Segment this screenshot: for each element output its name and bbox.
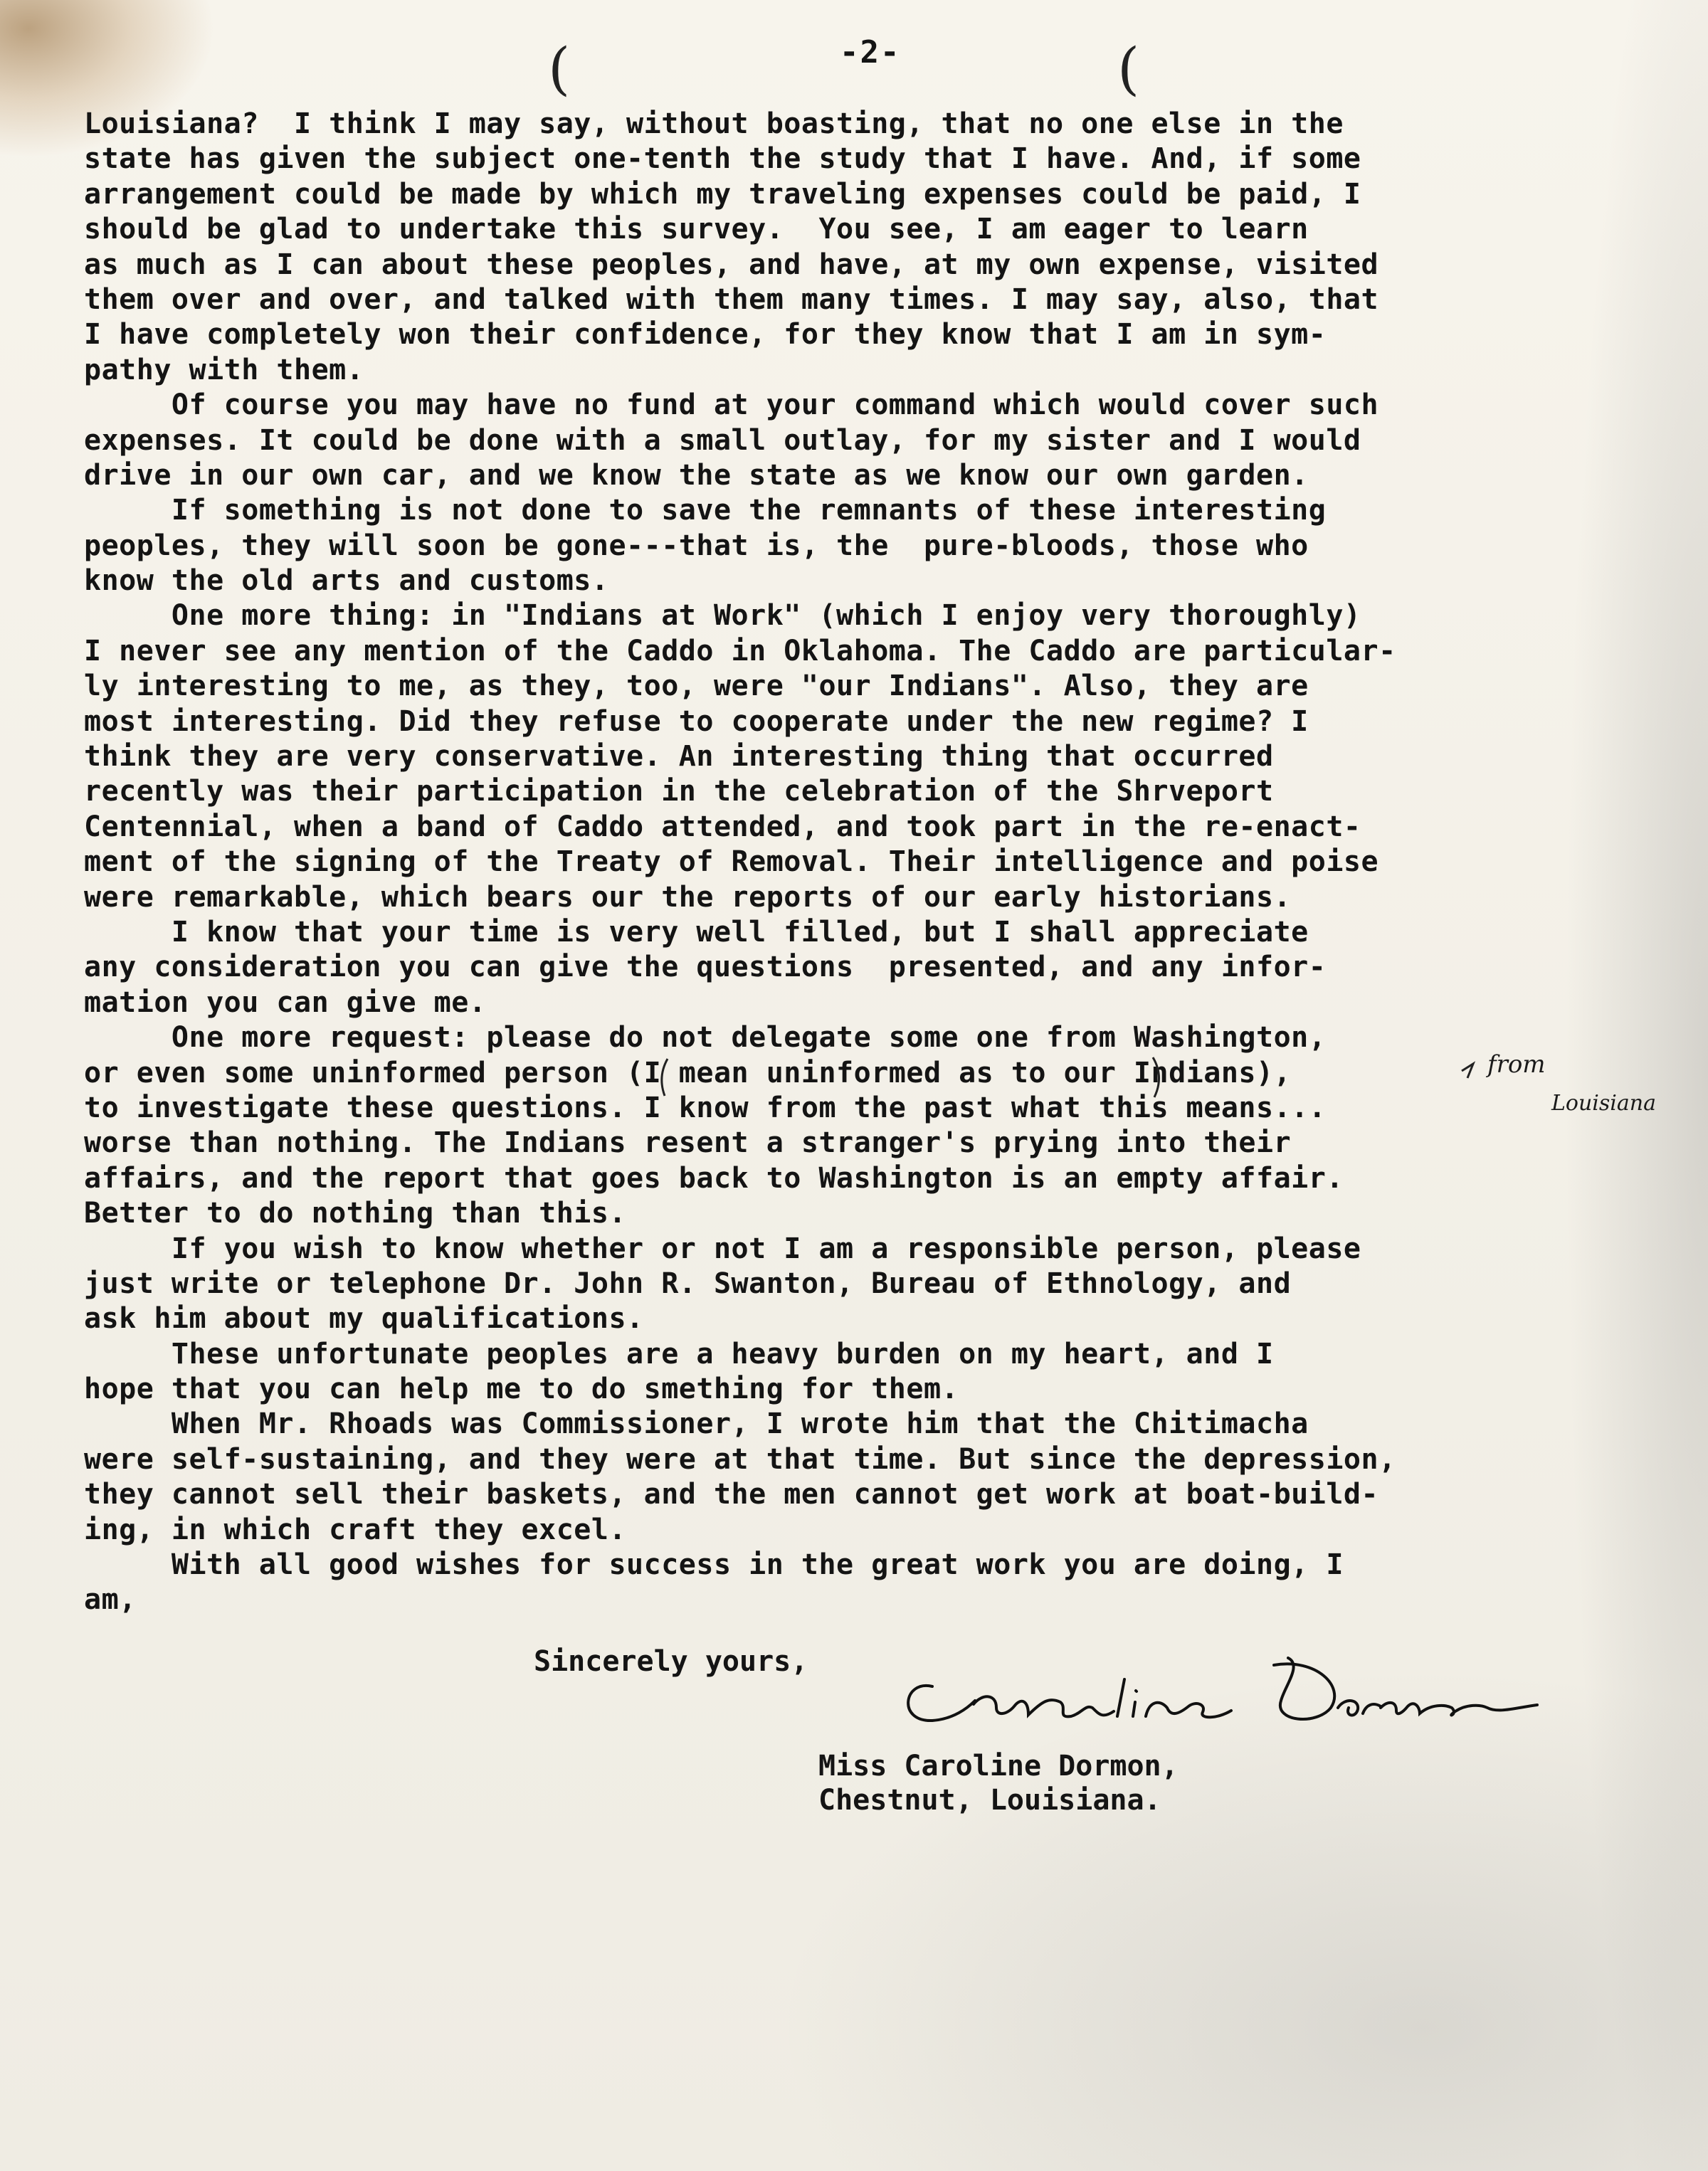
sender-name: Miss Caroline Dormon, [818, 1750, 1179, 1782]
body-line: worse than nothing. The Indians resent a stranger's prying into their [84, 1126, 1292, 1160]
right-paren-mark: ( [1117, 36, 1140, 102]
body-line: as much as I can about these peoples, and have, at my own expense, visited [84, 248, 1379, 281]
body-line: If you wish to know whether or not I am a responsible person, please [84, 1232, 1361, 1265]
body-line: state has given the subject one-tenth the study that I have. And, if some [84, 142, 1361, 176]
body-line: were self-sustaining, and they were at that time. But since the depression, [84, 1442, 1396, 1476]
body-line: These unfortunate peoples are a heavy burden on my heart, and I [84, 1337, 1274, 1370]
body-line: they cannot sell their baskets, and the men cannot get work at boat-build- [84, 1478, 1379, 1511]
body-line: recently was their participation in the celebration of the Shrveport [84, 775, 1274, 808]
body-line: drive in our own car, and we know the state as we know our own garden. [84, 458, 1309, 492]
body-line: If something is not done to save the remnants of these interesting [84, 494, 1327, 527]
body-line: Centennial, when a band of Caddo attended, and took part in the re-enact- [84, 810, 1361, 843]
page-number: -2- [840, 34, 901, 70]
body-line: I have completely won their confidence, for they know that I am in sym- [84, 318, 1327, 352]
body-line: With all good wishes for success in the great work you are doing, I [84, 1548, 1344, 1582]
sender-address: Chestnut, Louisiana. [818, 1784, 1161, 1817]
signature [890, 1637, 1551, 1743]
body-line: affairs, and the report that goes back to Washington is an empty affair. [84, 1161, 1344, 1195]
body-line: One more request: please do not delegate some one from Washington, [84, 1021, 1327, 1055]
margin-note [1459, 1042, 1708, 1121]
body-line: mation you can give me. [84, 986, 487, 1019]
handwritten-bracket-mark [655, 1053, 1466, 1100]
body-line: to investigate these questions. I know from the past what this means... [84, 1091, 1327, 1124]
left-paren-mark: ( [548, 36, 571, 102]
body-line: know the old arts and customs. [84, 564, 609, 598]
margin-note-text-2: Louisiana [1551, 1091, 1656, 1116]
body-line: any consideration you can give the questions presented, and any infor- [84, 951, 1327, 984]
body-line: ing, in which craft they excel. [84, 1513, 627, 1546]
body-line: peoples, they will soon be gone---that is, the pure-bloods, those who [84, 529, 1309, 562]
letter-body [84, 107, 1607, 1618]
body-line: were remarkable, which bears our the reports of our early historians. [84, 880, 1292, 914]
body-line: Better to do nothing than this. [84, 1197, 627, 1230]
body-line: think they are very conservative. An interesting thing that occurred [84, 740, 1274, 773]
body-line: or even some uninformed person (I mean uninformed as to our Indians), [84, 1056, 1292, 1089]
body-line: should be glad to undertake this survey. You see, I am eager to learn [84, 213, 1309, 246]
body-line: just write or telephone Dr. John R. Swanton, Bureau of Ethnology, and [84, 1267, 1292, 1300]
body-line: I know that your time is very well filled, but I shall appreciate [84, 915, 1309, 949]
body-line: pathy with them. [84, 353, 364, 386]
body-line: expenses. It could be done with a small outlay, for my sister and I would [84, 423, 1361, 457]
body-line: ask him about my qualifications. [84, 1302, 644, 1336]
body-line: am, [84, 1583, 137, 1617]
body-line: I never see any mention of the Caddo in Oklahoma. The Caddo are particular- [84, 634, 1396, 667]
body-line: hope that you can help me to do smething for them. [84, 1373, 959, 1406]
body-line: When Mr. Rhoads was Commissioner, I wrote him that the Chitimacha [84, 1407, 1309, 1441]
margin-note-text-1: from [1487, 1050, 1546, 1079]
body-line: One more thing: in "Indians at Work" (which I enjoy very thoroughly) [84, 599, 1361, 633]
closing: Sincerely yours, [534, 1645, 808, 1678]
sender-block [818, 1749, 1179, 1817]
body-line: ment of the signing of the Treaty of Removal. Their intelligence and poise [84, 845, 1379, 879]
body-line: Of course you may have no fund at your command which would cover such [84, 389, 1379, 422]
body-line: most interesting. Did they refuse to cooperate under the new regime? I [84, 704, 1309, 738]
body-line: arrangement could be made by which my traveling expenses could be paid, I [84, 177, 1361, 211]
body-line: Louisiana? I think I may say, without boasting, that no one else in the [84, 107, 1344, 140]
body-line: ly interesting to me, as they, too, were "our Indians". Also, they are [84, 670, 1309, 703]
body-line: them over and over, and talked with them many times. I may say, also, that [84, 282, 1379, 316]
